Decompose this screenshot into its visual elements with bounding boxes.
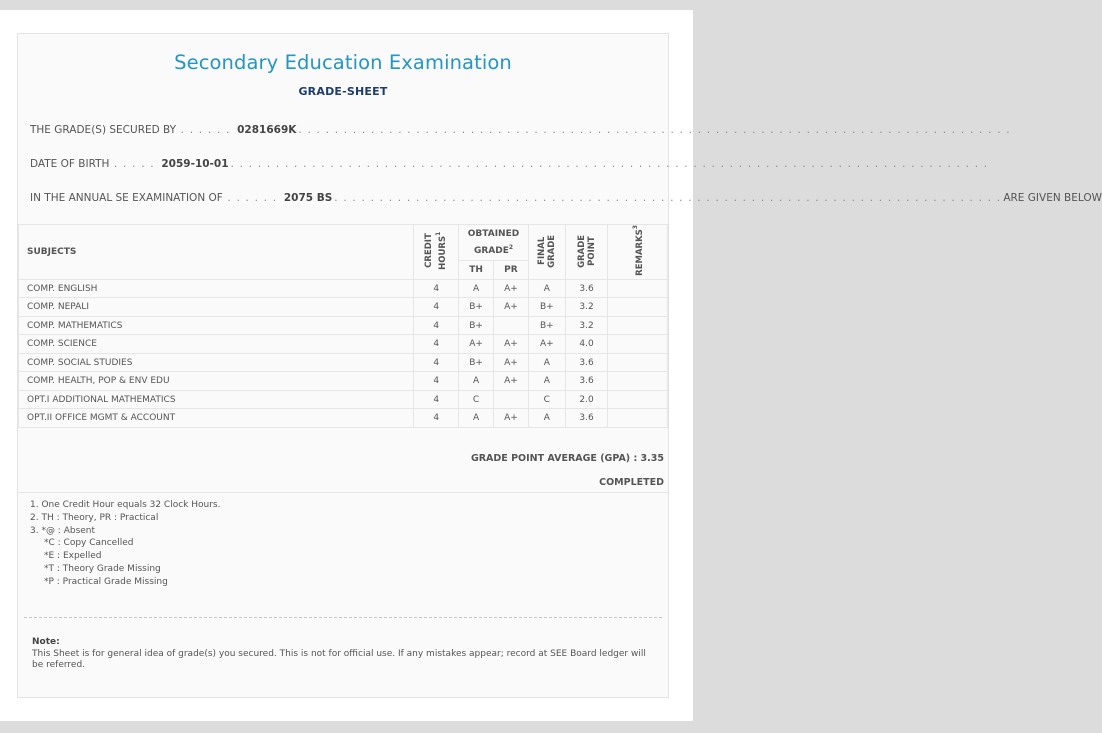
th-cell: B+ xyxy=(459,316,494,335)
table-row xyxy=(19,298,668,317)
final-cell: A xyxy=(528,279,565,298)
page-title: Secondary Education Examination xyxy=(174,51,512,74)
final-cell: B+ xyxy=(528,298,565,317)
final-cell: A xyxy=(528,409,565,428)
grade-sheet xyxy=(17,33,1102,698)
final-cell: C xyxy=(528,390,565,409)
gp-cell: 3.2 xyxy=(565,316,608,335)
credit-cell: 4 xyxy=(414,390,459,409)
th-cell: A xyxy=(459,409,494,428)
th-cell: B+ xyxy=(459,353,494,372)
credit-cell: 4 xyxy=(414,335,459,354)
pr-header: PR xyxy=(494,260,529,279)
footnote-item: *E : Expelled xyxy=(44,551,102,562)
gp-cell: 3.6 xyxy=(565,372,608,391)
th-cell: A xyxy=(459,372,494,391)
credit-hours-header: CREDIT HOURS$^1$ xyxy=(414,225,459,280)
table-row xyxy=(19,316,668,335)
gp-cell: 3.6 xyxy=(565,409,608,428)
footnote-item: *T : Theory Grade Missing xyxy=(44,563,161,574)
pr-cell: A+ xyxy=(494,372,529,391)
exam-line: IN THE ANNUAL SE EXAMINATION OF . . . . . . 2075 BS . . . . . . . . . . . . . . . . . . . . . . . . . . . . . . . . . . . . . . . . . . . . . . . . . . . . . . . . . . . . . . . . . . . . . . . . . . ARE GIVEN BELOW xyxy=(30,192,1102,204)
gp-cell: 3.6 xyxy=(565,279,608,298)
table-row xyxy=(19,353,668,372)
secured-by-line: THE GRADE(S) SECURED BY . . . . . . 0281669K . . . . . . . . . . . . . . . . . . . . . . . . . . . . . . . . . . . . . . . . . . . . . . . . . . . . . . . . . . . . . . . . . . . . . . . . . . . . . . . xyxy=(30,124,1011,136)
result-status: COMPLETED xyxy=(599,477,664,488)
remarks-cell xyxy=(608,298,668,317)
subject-cell: COMP. ENGLISH xyxy=(19,279,414,298)
obtained-grade-header: OBTAINED GRADE$^2$ xyxy=(459,225,529,261)
th-cell: A+ xyxy=(459,335,494,354)
dashed-divider xyxy=(24,617,662,618)
divider xyxy=(18,492,668,493)
remarks-cell xyxy=(608,372,668,391)
th-cell: A xyxy=(459,279,494,298)
page-frame xyxy=(0,10,1102,721)
pr-cell xyxy=(494,316,529,335)
gp-cell: 4.0 xyxy=(565,335,608,354)
subject-cell: COMP. NEPALI xyxy=(19,298,414,317)
final-grade-header: FINAL GRADE xyxy=(528,225,565,280)
gp-cell: 3.6 xyxy=(565,353,608,372)
footnote-item: 2. TH : Theory, PR : Practical xyxy=(30,512,159,523)
pr-cell: A+ xyxy=(494,279,529,298)
table-row xyxy=(19,335,668,354)
subject-cell: OPT.II OFFICE MGMT & ACCOUNT xyxy=(19,409,414,428)
remarks-cell xyxy=(608,316,668,335)
footnote-item: *P : Practical Grade Missing xyxy=(44,576,168,587)
table-row xyxy=(19,409,668,428)
subject-cell: COMP. SOCIAL STUDIES xyxy=(19,353,414,372)
dob-value: 2059-10-01 xyxy=(161,158,229,170)
subject-cell: COMP. MATHEMATICS xyxy=(19,316,414,335)
grade-point-header: GRADE POINT xyxy=(565,225,608,280)
dob-line: DATE OF BIRTH . . . . . 2059-10-01 . . . . . . . . . . . . . . . . . . . . . . . . . . . . . . . . . . . . . . . . . . . . . . . . . . . . . . . . . . . . . . . . . . . . . . . . . . . . . . . . . . . . xyxy=(30,158,989,170)
exam-suffix: ARE GIVEN BELOW xyxy=(1003,192,1102,204)
th-cell: B+ xyxy=(459,298,494,317)
dob-label: DATE OF BIRTH xyxy=(30,158,110,170)
exam-year: 2075 BS xyxy=(283,192,333,204)
note-title: Note: xyxy=(32,637,60,647)
page-subtitle: GRADE-SHEET xyxy=(298,85,388,98)
exam-label: IN THE ANNUAL SE EXAMINATION OF xyxy=(30,192,223,204)
footnote-item: 1. One Credit Hour equals 32 Clock Hours. xyxy=(30,500,221,510)
th-cell: C xyxy=(459,390,494,409)
pr-cell: A+ xyxy=(494,409,529,428)
subject-cell: COMP. SCIENCE xyxy=(19,335,414,354)
gp-cell: 3.2 xyxy=(565,298,608,317)
credit-cell: 4 xyxy=(414,372,459,391)
grades-table xyxy=(18,224,668,428)
note-text: This Sheet is for general idea of grade(s) you secured. This is not for official use. If any mistakes appear; record at SEE Board ledger will be referred. xyxy=(32,649,646,670)
table-row xyxy=(19,279,668,298)
final-cell: A xyxy=(528,353,565,372)
table-row xyxy=(19,390,668,409)
remarks-cell xyxy=(608,335,668,354)
pr-cell: A+ xyxy=(494,335,529,354)
pr-cell: A+ xyxy=(494,353,529,372)
th-header: TH xyxy=(459,260,494,279)
symbol-number: 0281669K xyxy=(237,124,297,136)
footnote-item: 3. *@ : Absent xyxy=(30,525,96,536)
credit-cell: 4 xyxy=(414,298,459,317)
table-header-row xyxy=(19,225,668,261)
credit-cell: 4 xyxy=(414,316,459,335)
pr-cell: A+ xyxy=(494,298,529,317)
subject-cell: OPT.I ADDITIONAL MATHEMATICS xyxy=(19,390,414,409)
final-cell: A+ xyxy=(528,335,565,354)
remarks-cell xyxy=(608,353,668,372)
remarks-cell xyxy=(608,390,668,409)
credit-cell: 4 xyxy=(414,353,459,372)
remarks-header: REMARKS$^3$ xyxy=(608,225,668,280)
gp-cell: 2.0 xyxy=(565,390,608,409)
final-cell: B+ xyxy=(528,316,565,335)
subjects-header: SUBJECTS xyxy=(19,225,414,280)
footnote-item: *C : Copy Cancelled xyxy=(44,538,134,549)
pr-cell xyxy=(494,390,529,409)
remarks-cell xyxy=(608,279,668,298)
credit-cell: 4 xyxy=(414,409,459,428)
remarks-cell xyxy=(608,409,668,428)
credit-cell: 4 xyxy=(414,279,459,298)
subject-cell: COMP. HEALTH, POP & ENV EDU xyxy=(19,372,414,391)
gpa-summary: GRADE POINT AVERAGE (GPA) : 3.35 xyxy=(470,453,664,464)
footnotes xyxy=(30,499,220,589)
secured-by-label: THE GRADE(S) SECURED BY xyxy=(30,124,177,136)
table-row xyxy=(19,372,668,391)
final-cell: A xyxy=(528,372,565,391)
